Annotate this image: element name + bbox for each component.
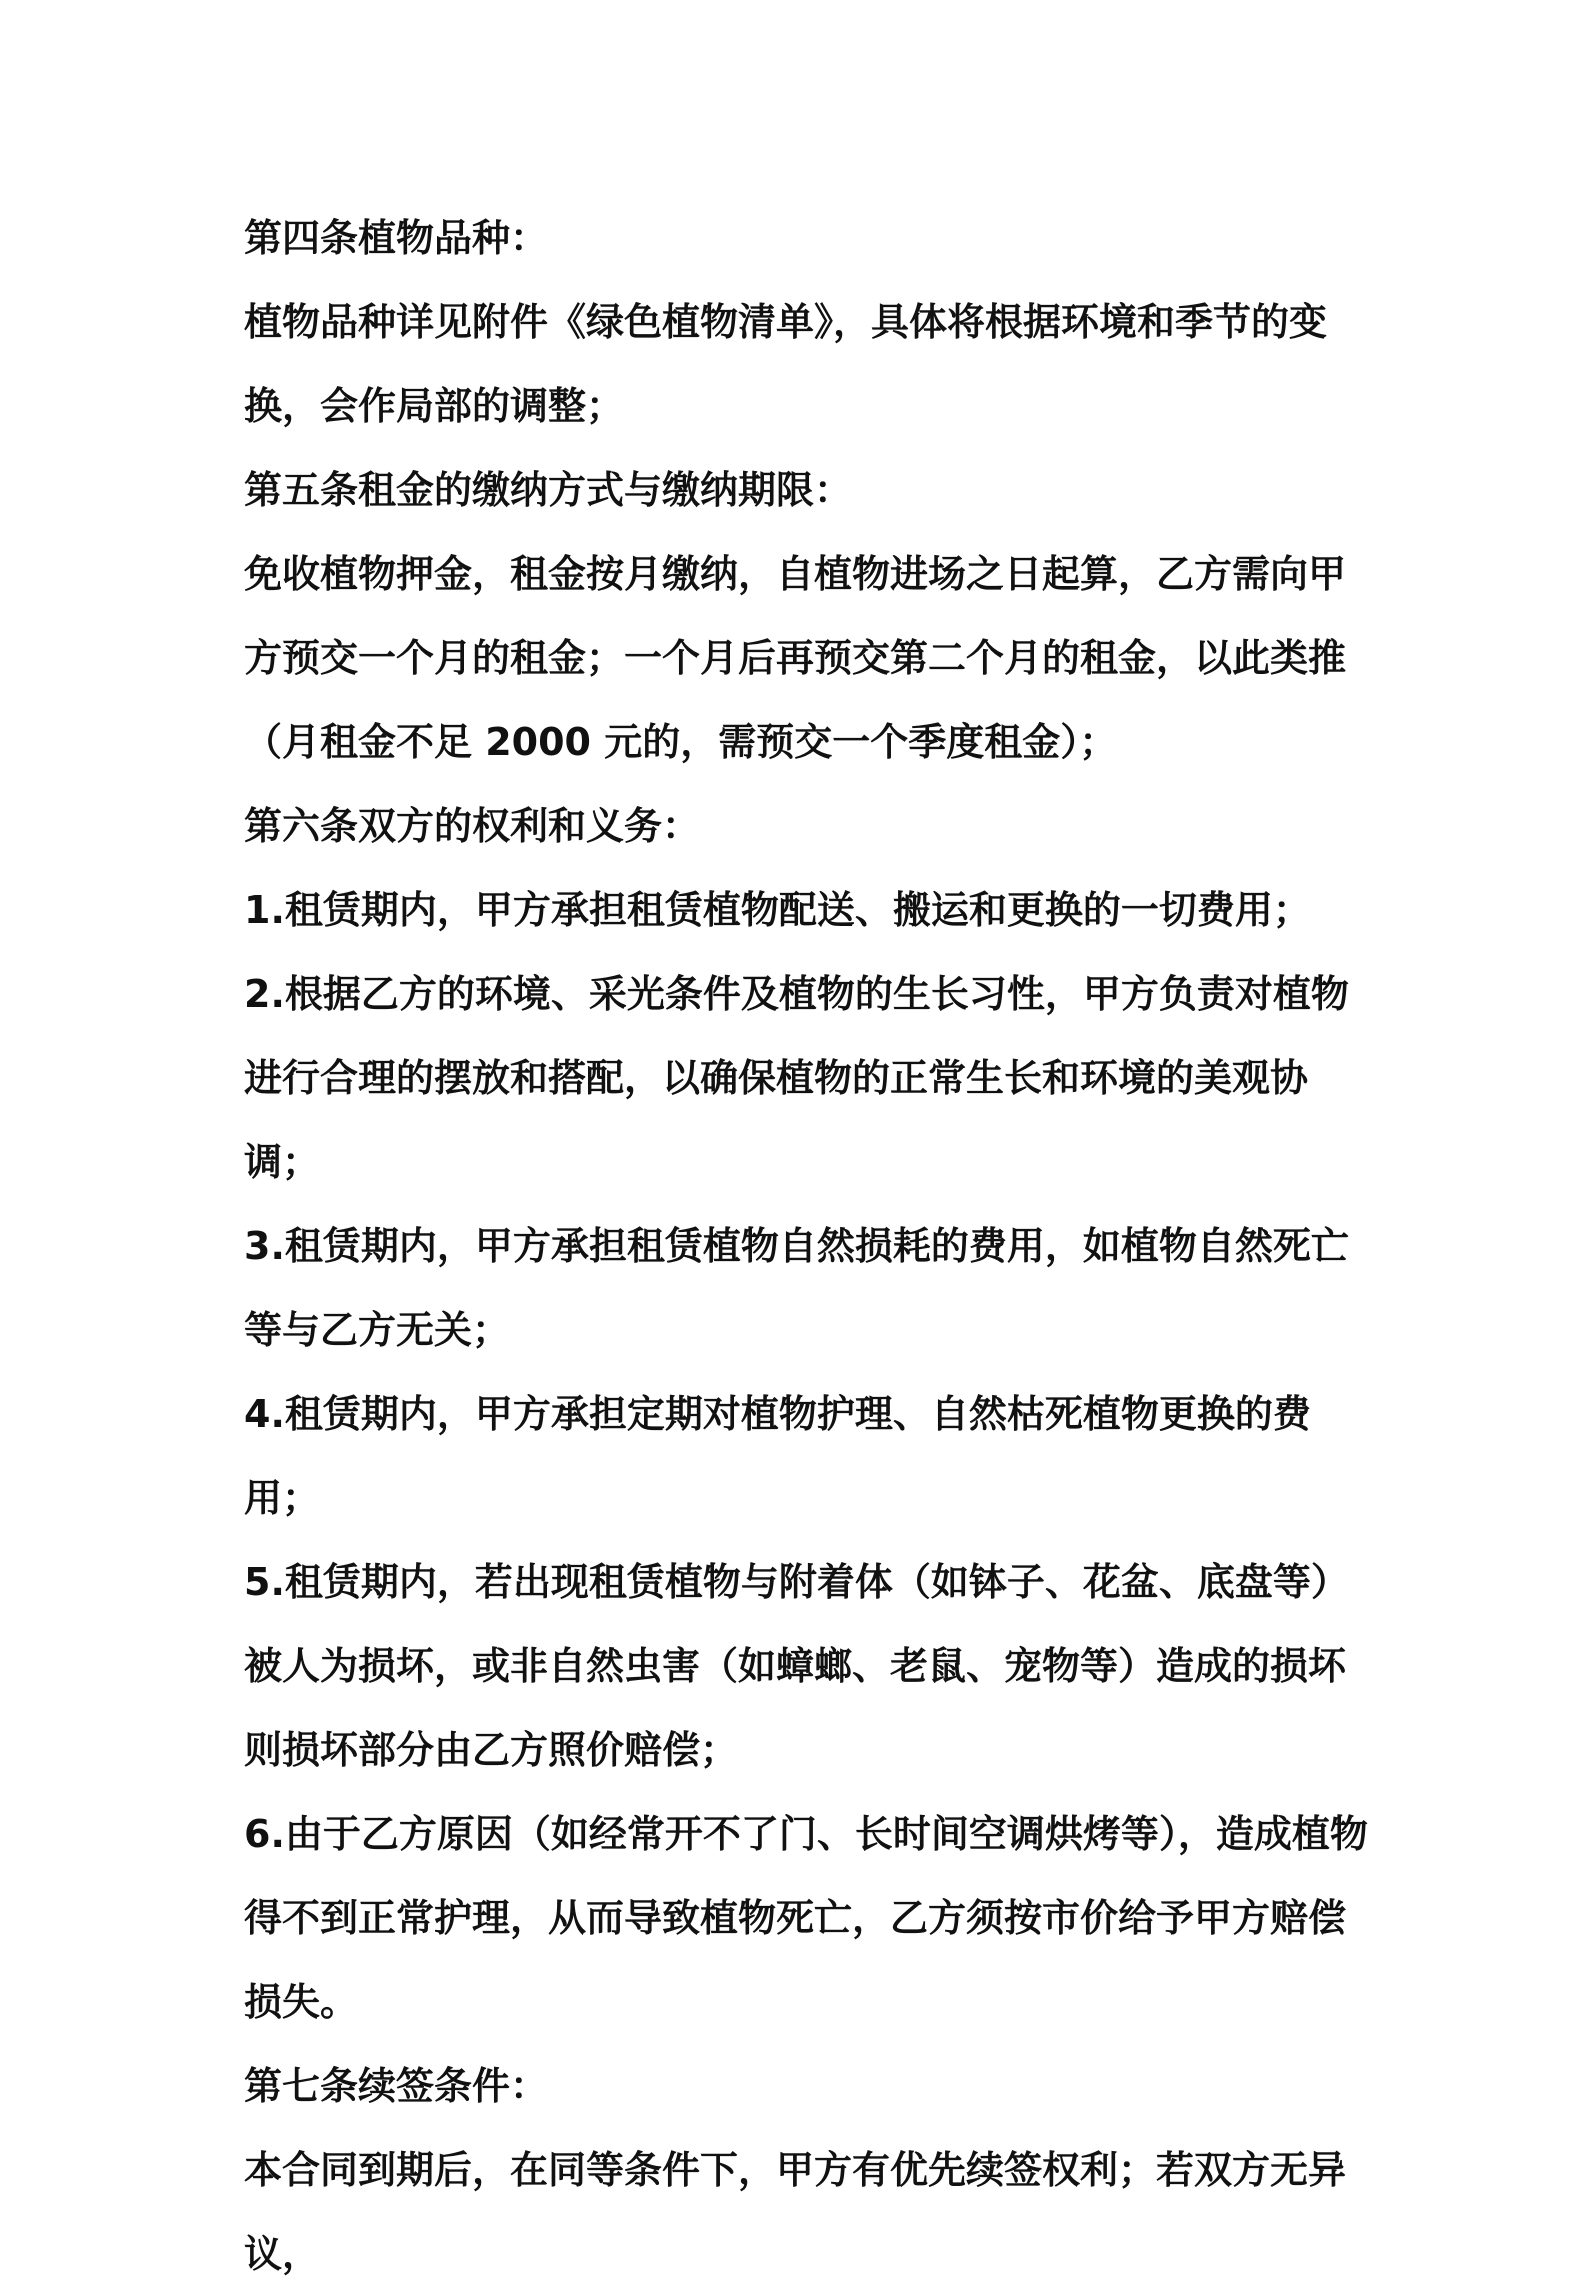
article-7-heading: 第七条续签条件： [244, 2064, 549, 2108]
article-7-text: 本合同到期后，在同等条件下，甲方有优先续签权利；若双方无异议， [244, 2148, 1347, 2276]
article-5-text: 免收植物押金，租金按月缴纳，自植物进场之日起算，乙方需向甲方预交一个月的租金；一个月后再预交第二个月的租金，以此类推（月租金不足 2000 元的，需预交一个季度租金）； [244, 552, 1347, 764]
article-4-heading: 第四条植物品种： [244, 216, 549, 260]
article-4-text: 植物品种详见附件《绿色植物清单》，具体将根据环境和季节的变换，会作局部的调整； [244, 300, 1328, 428]
article-6-item-2: 2.根据乙方的环境、采光条件及植物的生长习性，甲方负责对植物进行合理的摆放和搭配，以确保植物的正常生长和环境的美观协调； [244, 972, 1349, 1184]
document-body [244, 196, 1374, 2296]
article-5-heading: 第五条租金的缴纳方式与缴纳期限： [244, 468, 853, 512]
article-6-heading: 第六条双方的权利和义务： [244, 804, 701, 848]
article-6-item-1: 1.租赁期内，甲方承担租赁植物配送、搬运和更换的一切费用； [244, 888, 1311, 932]
article-6-item-6: 6.由于乙方原因（如经常开不了门、长时间空调烘烤等），造成植物得不到正常护理，从而导致植物死亡，乙方须按市价给予甲方赔偿损失。 [244, 1812, 1368, 2024]
article-6-item-4: 4.租赁期内，甲方承担定期对植物护理、自然枯死植物更换的费用； [244, 1392, 1311, 1520]
article-6-item-5: 5.租赁期内，若出现租赁植物与附着体（如钵子、花盆、底盘等）被人为损坏，或非自然虫害（如蟑螂、老鼠、宠物等）造成的损坏则损坏部分由乙方照价赔偿； [244, 1560, 1349, 1772]
article-6-item-3: 3.租赁期内，甲方承担租赁植物自然损耗的费用，如植物自然死亡等与乙方无关； [244, 1224, 1349, 1352]
